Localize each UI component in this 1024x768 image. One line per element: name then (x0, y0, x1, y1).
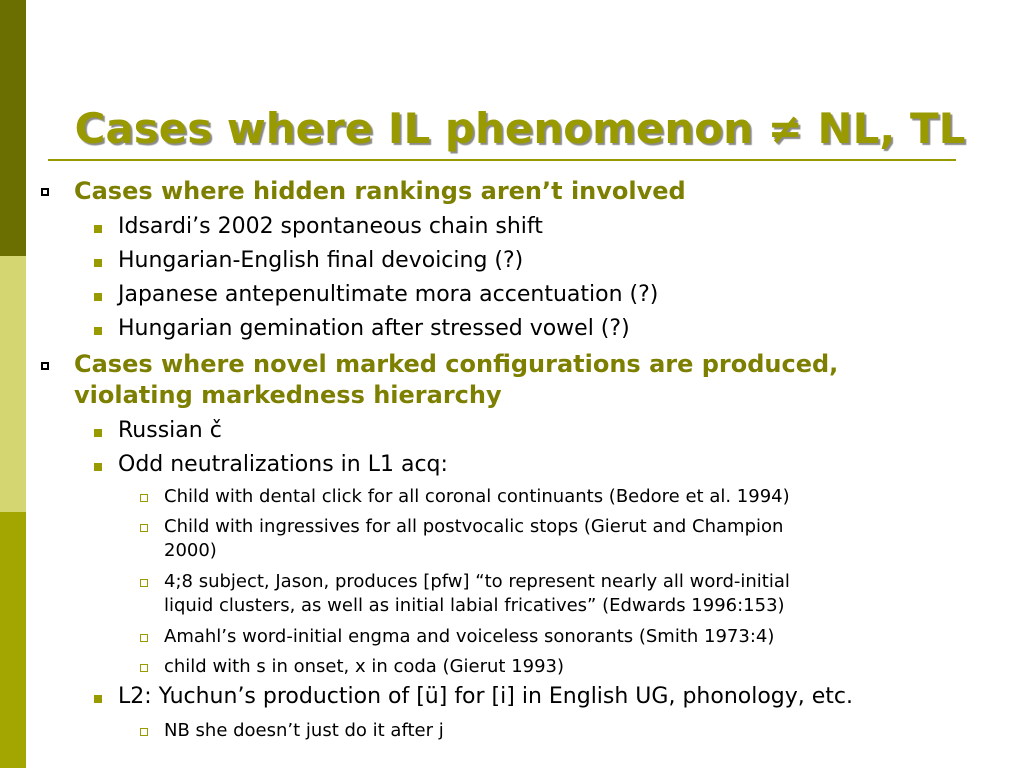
bullet-level2: Hungarian-English final devoicing (?) (118, 248, 524, 273)
square-bullet-icon (94, 259, 102, 267)
hollow-square-bullet-icon (140, 494, 148, 502)
hollow-square-bullet-icon (140, 524, 148, 532)
square-bullet-icon (94, 293, 102, 301)
hollow-square-bullet-icon (140, 634, 148, 642)
bullet-level2: Hungarian gemination after stressed vowel (?) (118, 316, 630, 341)
bullet-level3-line2: liquid clusters, as well as initial labial fricatives” (Edwards 1996:153) (164, 595, 785, 616)
bullet-level1-line2: violating markedness hierarchy (74, 381, 502, 409)
hollow-square-bullet-icon (140, 579, 148, 587)
square-bullet-icon (94, 463, 102, 471)
square-bullet-icon (94, 327, 102, 335)
hollow-square-bullet-icon (140, 728, 148, 736)
bullet-level2: Idsardi’s 2002 spontaneous chain shift (118, 214, 543, 239)
hollow-square-bullet-icon (41, 362, 49, 370)
bullet-level3-line1: Child with ingressives for all postvocalic stops (Gierut and Champion (164, 516, 784, 537)
bullet-level2: Japanese antepenultimate mora accentuation (?) (118, 282, 659, 307)
bullet-level3: Child with dental click for all coronal continuants (Bedore et al. 1994) (164, 486, 790, 507)
bullet-level1: Cases where hidden rankings aren’t involved (74, 177, 686, 205)
hollow-square-bullet-icon (41, 188, 49, 196)
square-bullet-icon (94, 429, 102, 437)
bullet-level2: Odd neutralizations in L1 acq: (118, 452, 448, 477)
square-bullet-icon (94, 695, 102, 703)
bullet-level3: NB she doesn’t just do it after j (164, 720, 444, 741)
bullet-level2: L2: Yuchun’s production of [ü] for [i] in English UG, phonology, etc. (118, 684, 854, 709)
bullet-level3: child with s in onset, x in coda (Gierut 1993) (164, 656, 565, 677)
bullet-level1-line1: Cases where novel marked configurations are produced, (74, 350, 839, 378)
square-bullet-icon (94, 225, 102, 233)
slide-title: Cases where IL phenomenon ≠ NL, TL (74, 104, 966, 153)
bullet-level3-line2: 2000) (164, 540, 217, 561)
bullet-level2: Russian č (118, 418, 222, 443)
hollow-square-bullet-icon (140, 664, 148, 672)
bullet-level3: Amahl’s word-initial engma and voiceless sonorants (Smith 1973:4) (164, 626, 775, 647)
bullet-level3-line1: 4;8 subject, Jason, produces [pfw] “to represent nearly all word-initial (164, 571, 790, 592)
